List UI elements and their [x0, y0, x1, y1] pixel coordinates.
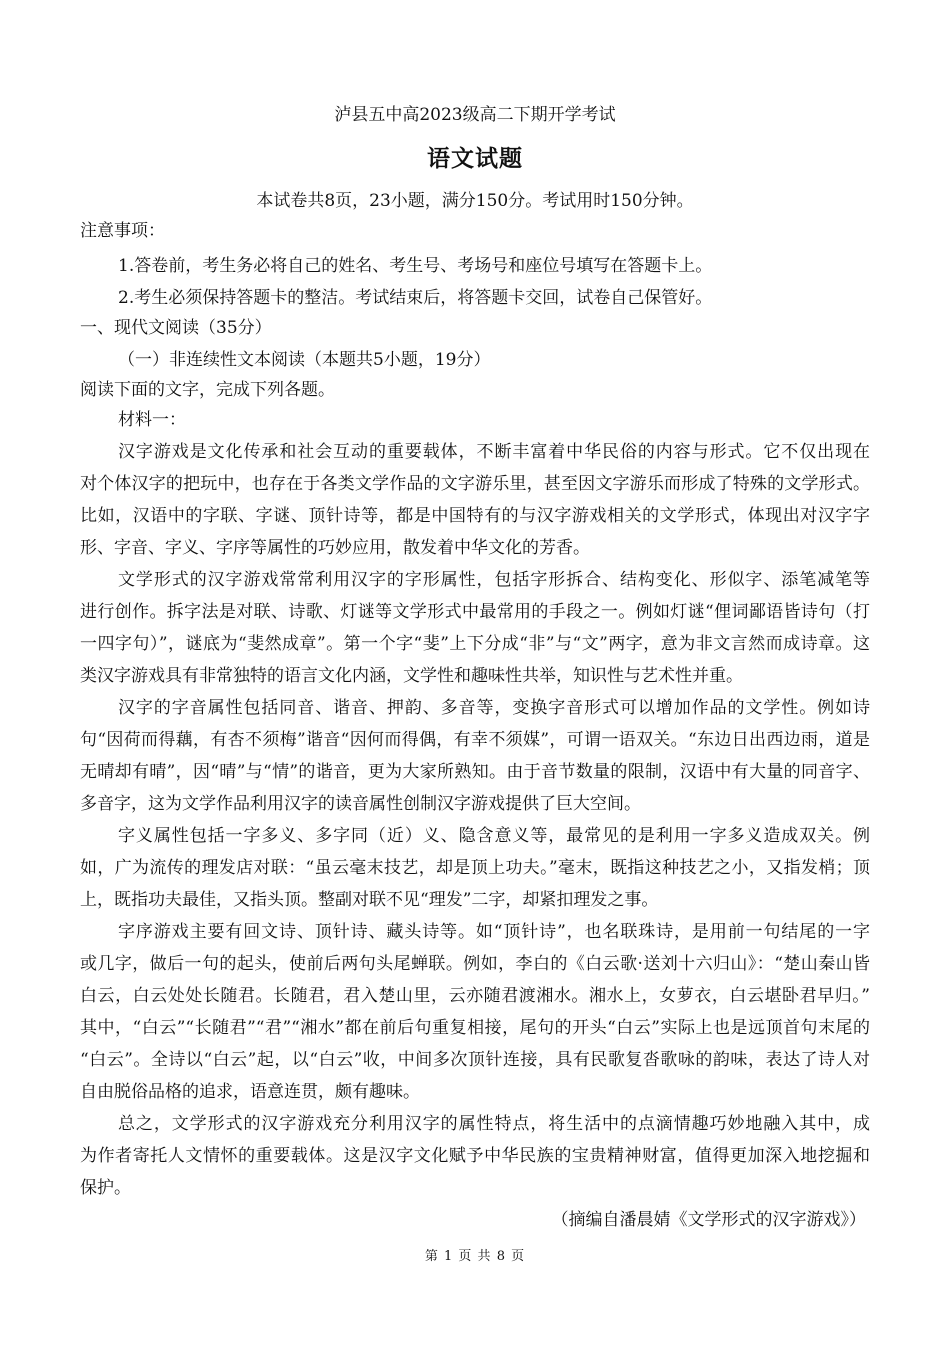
- passage-line: 总之，文学形式的汉字游戏充分利用汉字的属性特点，将生活中的点滴情趣巧妙地融入其中，成: [118, 1114, 870, 1134]
- reading-instruction: 阅读下面的文字，完成下列各题。: [80, 380, 335, 400]
- passage-line: 一四字句）”，谜底为“斐然成章”。第一个字“斐”上下分成“非”与“文”两字，意为非文言然而成诗章。这: [80, 634, 870, 654]
- passage-line: 或几字，做后一句的起头，使前后两句头尾蝉联。例如，李白的《白云歌·送刘十六归山》：“楚山秦山皆: [80, 954, 870, 974]
- passage-line: 为作者寄托人文情怀的重要载体。这是汉字文化赋予中华民族的宝贵精神财富，值得更加深入地挖掘和: [80, 1146, 870, 1166]
- material-label: 材料一：: [118, 410, 186, 430]
- passage-line: “白云”。全诗以“白云”起，以“白云”收，中间多次顶针连接，具有民歌复沓歌咏的韵味，表达了诗人对: [80, 1050, 870, 1070]
- passage-line: 其中，“白云”“长随君”“君”“湘水”都在前后句重复相接，尾句的开头“白云”实际上也是远顶首句末尾的: [80, 1018, 870, 1038]
- passage-line: 比如，汉语中的字联、字谜、顶针诗等，都是中国特有的与汉字游戏相关的文学形式，体现出对汉字字: [80, 506, 870, 526]
- page-number: 第 1 页 共 8 页: [424, 1249, 526, 1264]
- subject-title: 语文试题: [427, 145, 523, 172]
- notice-heading: 注意事项：: [80, 221, 165, 241]
- passage-line: 字义属性包括一字多义、多字同（近）义、隐含意义等，最常见的是利用一字多义造成双关。例: [118, 826, 870, 846]
- passage-line: 上，既指功夫最佳，又指头顶。整副对联不见“理发”二字，却紧扣理发之事。: [80, 890, 659, 910]
- passage-line: 多音字，这为文学作品利用汉字的读音属性创制汉字游戏提供了巨大空间。: [80, 794, 641, 814]
- passage-line: 白云，白云处处长随君。长随君，君入楚山里，云亦随君渡湘水。湘水上，女萝衣，白云堪卧君早归。”: [80, 986, 870, 1006]
- passage-line: 形、字音、字义、字序等属性的巧妙应用，散发着中华文化的芳香。: [80, 538, 590, 558]
- passage-line: 进行创作。拆字法是对联、诗歌、灯谜等文学形式中最常用的手段之一。例如灯谜“俚词鄙语皆诗句（打: [80, 602, 870, 622]
- exam-info: 本试卷共8页，23小题，满分150分。考试用时150分钟。: [256, 191, 694, 211]
- passage-line: 汉字的字音属性包括同音、谐音、押韵、多音等，变换字音形式可以增加作品的文学性。例如诗: [118, 698, 870, 718]
- source-citation: （摘编自潘晨婧《文学形式的汉字游戏》）: [551, 1210, 866, 1230]
- passage-line: 保护。: [80, 1178, 131, 1198]
- passage-line: 无晴却有晴”，因“晴”与“情”的谐音，更为大家所熟知。由于音节数量的限制，汉语中有大量的同音字、: [80, 762, 870, 782]
- passage-line: 对个体汉字的把玩中，也存在于各类文学作品的文字游乐里，甚至因文字游乐而形成了特殊的文学形式。: [80, 474, 870, 494]
- passage-line: 字序游戏主要有回文诗、顶针诗、藏头诗等。如“顶针诗”，也名联珠诗，是用前一句结尾的一字: [118, 922, 870, 942]
- sub-section-heading: （一）非连续性文本阅读（本题共5小题，19分）: [118, 350, 491, 370]
- passage-line: 如，广为流传的理发店对联：“虽云毫末技艺，却是顶上功夫。”毫末，既指这种技艺之小，又指发梢；顶: [80, 858, 870, 878]
- exam-title: 泸县五中高2023级高二下期开学考试: [334, 105, 616, 125]
- section-heading: 一、现代文阅读（35分）: [80, 318, 272, 338]
- passage-line: 文学形式的汉字游戏常常利用汉字的字形属性，包括字形拆合、结构变化、形似字、添笔减笔等: [118, 570, 870, 590]
- passage-line: 自由脱俗品格的追求，语意连贯，颇有趣味。: [80, 1082, 420, 1102]
- notice-item-1: 1.答卷前，考生务必将自己的姓名、考生号、考场号和座位号填写在答题卡上。: [118, 256, 713, 276]
- passage-line: 汉字游戏是文化传承和社会互动的重要载体，不断丰富着中华民俗的内容与形式。它不仅出现在: [118, 442, 870, 462]
- notice-item-2: 2.考生必须保持答题卡的整洁。考试结束后，将答题卡交回，试卷自己保管好。: [118, 288, 713, 308]
- passage-line: 句“因荷而得藕，有杏不须梅”谐音“因何而得偶，有幸不须媒”，可谓一语双关。“东边日出西边雨，道是: [80, 730, 870, 750]
- passage-line: 类汉字游戏具有非常独特的语言文化内涵，文学性和趣味性共举，知识性与艺术性并重。: [80, 666, 743, 686]
